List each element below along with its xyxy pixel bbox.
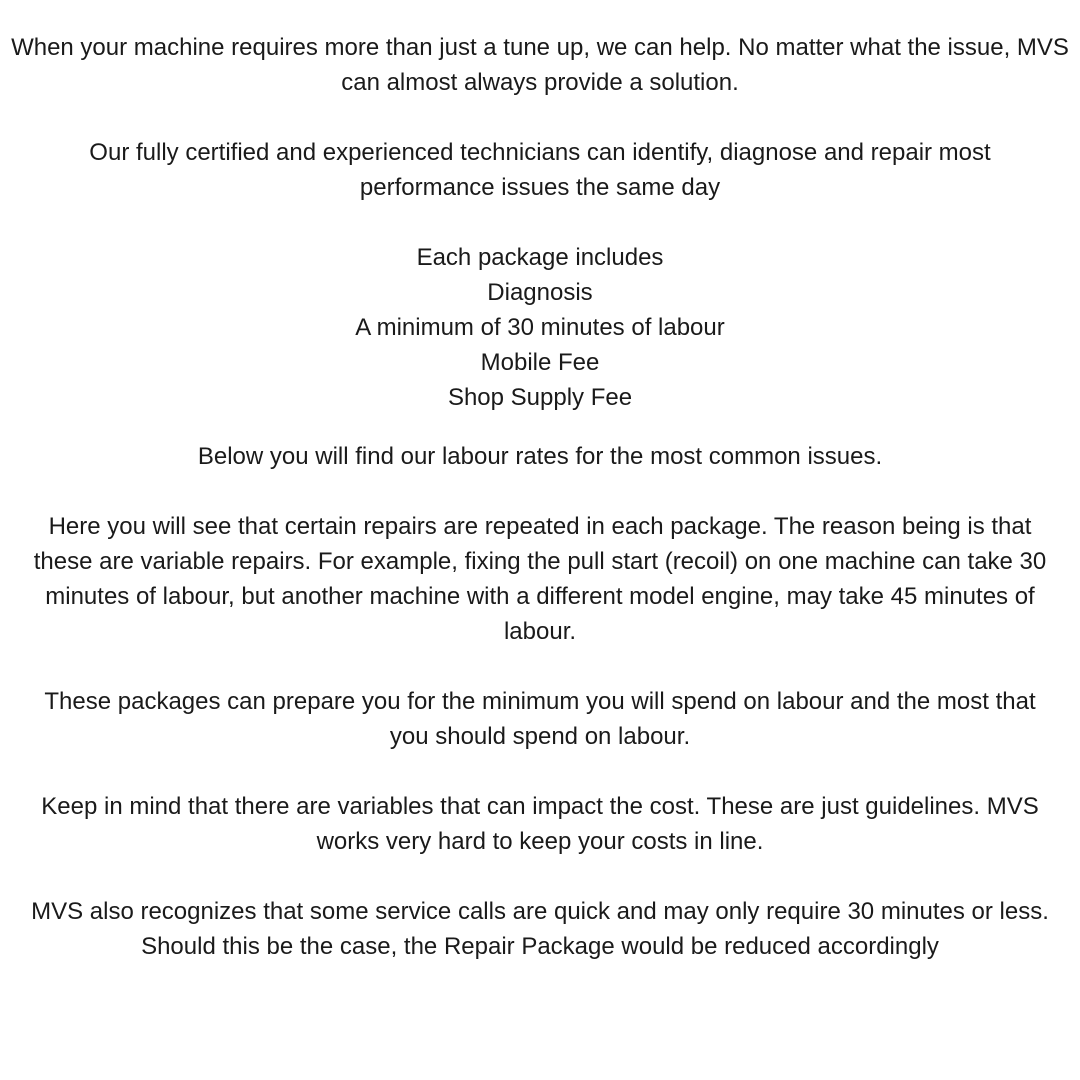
- keep-in-mind-text: Keep in mind that there are variables that can impact the cost. These are just guidelines. MVS works very hard to keep your costs in line.: [41, 793, 1039, 855]
- variable-repairs-paragraph: [0, 509, 1080, 649]
- prepare-paragraph: [0, 684, 1080, 754]
- recognize-text: MVS also recognizes that some service calls are quick and may only require 30 minutes or less. Should this be the case, the Repair Package would be reduced accordingly: [31, 898, 1049, 960]
- package-includes-list: [0, 240, 1080, 415]
- technicians-text: Our fully certified and experienced technicians can identify, diagnose and repair most performance issues the same day: [89, 139, 991, 201]
- prepare-text: These packages can prepare you for the minimum you will spend on labour and the most that you should spend on labour.: [44, 688, 1036, 750]
- includes-heading: Each package includes: [416, 244, 664, 271]
- technicians-paragraph: [0, 135, 1080, 205]
- includes-item-mobile-fee: Mobile Fee: [480, 349, 600, 376]
- variable-repairs-text: Here you will see that certain repairs are repeated in each package. The reason being is that these are variable repairs. For example, fixing the pull start (recoil) on one machine can take 30 minutes of labour, but another machine with a different model engine, may take 45 minutes of labour.: [33, 513, 1047, 645]
- keep-in-mind-paragraph: [0, 789, 1080, 859]
- labour-rates-text: Below you will find our labour rates for the most common issues.: [197, 443, 883, 470]
- includes-item-labour: A minimum of 30 minutes of labour: [355, 314, 725, 341]
- recognize-paragraph: [0, 894, 1080, 964]
- intro-text: When your machine requires more than just a tune up, we can help. No matter what the issue, MVS can almost always provide a solution.: [11, 34, 1069, 96]
- includes-item-diagnosis: Diagnosis: [487, 279, 593, 306]
- includes-item-shop-supply-fee: Shop Supply Fee: [447, 384, 633, 411]
- labour-rates-paragraph: [0, 439, 1080, 474]
- intro-paragraph: [0, 30, 1080, 100]
